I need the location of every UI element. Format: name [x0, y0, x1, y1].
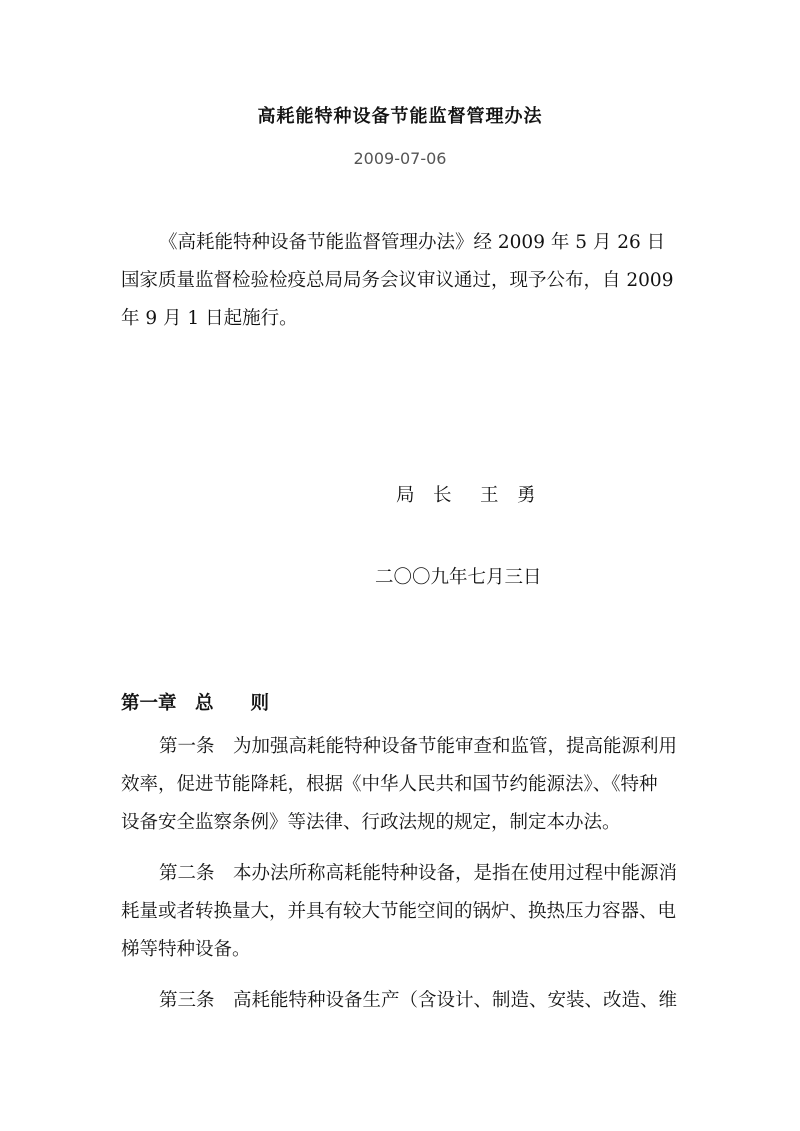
article-line: 第二条 本办法所称高耗能特种设备，是指在使用过程中能源消 [159, 863, 678, 884]
article-line: 效率，促进节能降耗，根据《中华人民共和国节约能源法》、《特种 [121, 774, 658, 795]
signature-date: 二〇〇九年七月三日 [375, 567, 542, 588]
article-line: 耗量或者转换量大，并具有较大节能空间的锅炉、换热压力容器、电 [121, 901, 677, 922]
document-title: 高耗能特种设备节能监督管理办法 [257, 106, 543, 127]
preamble-line: 年 9 月 1 日起施行。 [121, 308, 298, 329]
preamble-line: 国家质量监督检验检疫总局局务会议审议通过，现予公布，自 2009 [121, 270, 674, 291]
preamble-paragraph [121, 224, 686, 338]
publish-date: 2009-07-06 [353, 149, 447, 168]
article-3 [121, 982, 686, 1020]
signatory-title: 局 长 [396, 485, 452, 506]
article-line: 第三条 高耗能特种设备生产（含设计、制造、安装、改造、维 [159, 990, 678, 1011]
article-2 [121, 855, 686, 969]
article-1 [121, 728, 686, 842]
article-line: 设备安全监察条例》等法律、行政法规的规定，制定本办法。 [121, 812, 621, 833]
article-line: 第一条 为加强高耗能特种设备节能审查和监管，提高能源利用 [159, 736, 678, 757]
preamble-line: 《高耗能特种设备节能监督管理办法》经 2009 年 5 月 26 日 [159, 232, 666, 253]
signatory-name: 王 勇 [480, 485, 536, 506]
chapter-heading: 第一章 总 则 [121, 693, 270, 714]
article-line: 梯等特种设备。 [121, 939, 251, 960]
